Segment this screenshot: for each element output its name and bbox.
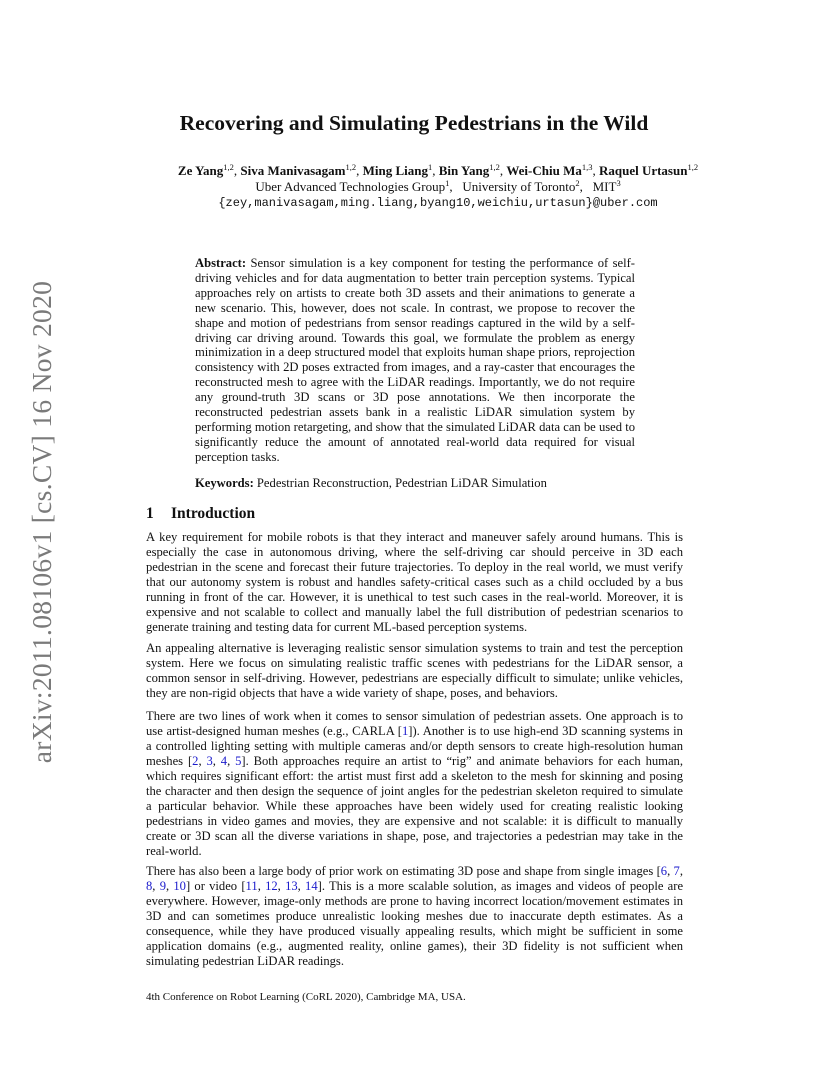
affiliation: Uber Advanced Technologies Group: [255, 179, 446, 194]
author-emails: {zey,manivasagam,ming.liang,byang10,weichiu,urtasun}@uber.com: [218, 196, 658, 210]
body-paragraph: [146, 864, 683, 969]
author-name: Ming Liang: [362, 163, 429, 178]
author-affiliation-mark: 1,2: [345, 162, 357, 172]
paragraph-text: ]. This is a more scalable solution, as images and videos of people are everywhere. However, image-only methods are prone to having incorrect location/movement estimates in 3D and can sometimes produce unrealistic looking meshes due to inaccurate depth estimates. As a consequence, while they have produced visually appealing results, which might be sufficient in some application domains (e.g., augmented reality, online games), their 3D fidelity is not sufficient when simulating pedestrian LiDAR readings.: [146, 878, 684, 968]
abstract-label: Abstract:: [195, 256, 247, 270]
paragraph-text: ,: [198, 753, 207, 768]
citation-link[interactable]: 9: [159, 878, 166, 893]
citation-link[interactable]: 1: [401, 723, 409, 738]
paragraph-text: ,: [152, 878, 160, 893]
paragraph-text: An appealing alternative is leveraging realistic sensor simulation systems to train and test the perception system. Here we focus on simulating realistic traffic scenes with pedestrians for the LiDAR sensor, a common sensor in self-driving. However, pedestrians are especially difficult to simulate; unlike vehicles, they are non-rigid objects that have a wide variety of shape, poses, and behaviors.: [146, 641, 683, 700]
affiliation-mark: 1: [445, 178, 450, 188]
author-name: Wei-Chiu Ma: [506, 163, 582, 178]
citation-link[interactable]: 4: [220, 753, 228, 768]
affiliation: University of Toronto: [462, 179, 576, 194]
section-heading: [146, 505, 255, 523]
body-paragraph: [146, 709, 683, 859]
paragraph-text: ,: [212, 753, 221, 768]
affiliation: MIT: [592, 179, 617, 194]
author-list: Ze Yang$^{1,2}$, Siva Manivasagam$^{1,2}$, Ming Liang$^1$, Bin Yang$^{1,2}$, Wei-Chiu Ma$^{1,3}$, Raquel Urtasun$^{1,2}$: [177, 162, 699, 178]
keywords-label: Keywords:: [195, 476, 254, 490]
author-name: Raquel Urtasun: [598, 163, 688, 178]
body-paragraph: [146, 641, 683, 701]
affiliation-mark: 3: [616, 178, 621, 188]
author-name: Ze Yang: [177, 163, 224, 178]
body-paragraph: [146, 530, 683, 635]
keywords: [195, 476, 635, 491]
affiliation-mark: 2: [575, 178, 580, 188]
paragraph-text: ,: [667, 864, 674, 878]
paragraph-text: There are two lines of work when it comes to sensor simulation of pedestrian assets. One approach is to use artist-designed human meshes (e.g., CARLA [: [146, 709, 683, 738]
keywords-text: Pedestrian Reconstruction, Pedestrian LiDAR Simulation: [256, 476, 547, 490]
author-affiliation-mark: 1,3: [581, 162, 593, 172]
paragraph-text: ,: [277, 878, 286, 893]
author-affiliation-mark: 1,2: [223, 162, 234, 172]
citation-link[interactable]: 8: [146, 878, 153, 893]
paragraph-text: ]. Both approaches require an artist to “rig” and animate behaviors for each human, which requires significant effort: the artist must first add a skeleton to the mesh for skinning and posing the character and then design the sequence of joint angles for the pedestrian skeleton required to simulate a particular behavior. While these approaches have been widely used for creating realistic looking pedestrians in video games and movies, they are expensive and not scalable: it is difficult to manually create or 3D scan all the diverse variations in shape, pose, and trajectories a pedestrian may take in the real-world.: [146, 753, 683, 858]
citation-link[interactable]: 10: [173, 878, 186, 893]
citation-link[interactable]: 7: [673, 864, 680, 878]
paragraph-text: ,: [227, 753, 236, 768]
author-affiliation-mark: 1,2: [687, 162, 699, 172]
paragraph-text: ,: [257, 878, 266, 893]
section-number: 1: [146, 505, 154, 522]
affiliation-list: Uber Advanced Technologies Group$^1$, University of Toronto$^2$, MIT$^3$: [255, 178, 621, 194]
citation-link[interactable]: 14: [305, 878, 318, 893]
conference-footnote: 4th Conference on Robot Learning (CoRL 2020), Cambridge MA, USA.: [146, 991, 466, 1003]
citation-link[interactable]: 5: [235, 753, 242, 768]
paragraph-text: There has also been a large body of prior work on estimating 3D pose and shape from single images [: [146, 864, 661, 878]
paragraph-text: ,: [679, 864, 683, 878]
abstract-text: Sensor simulation is a key component for testing the performance of self-driving vehicles and for data augmentation to better train perception systems. Typical approaches rely on artists to create both 3D assets and their animations to generate a new scenario. This, however, does not scale. In contrast, we propose to recover the shape and motion of pedestrians from sensor readings captured in the wild by a self-driving car driving around. Towards this goal, we formulate the problem as energy minimization in a deep structured model that exploits human shape priors, reprojection consistency with 2D poses extracted from images, and a ray-caster that encourages the reconstructed mesh to agree with the LiDAR readings. Importantly, we do not require any ground-truth 3D scans or 3D pose annotations. We then incorporate the reconstructed pedestrian assets bank in a realistic LiDAR simulation system by performing motion retargeting, and show that the simulated LiDAR data can be used to significantly reduce the amount of annotated real-world data required for visual perception tasks.: [195, 256, 635, 464]
section-title: Introduction: [171, 505, 256, 522]
paper-title: Recovering and Simulating Pedestrians in the Wild: [179, 111, 649, 135]
citation-link[interactable]: 3: [206, 753, 213, 768]
author-affiliation-mark: 1: [428, 162, 433, 172]
paragraph-text: A key requirement for mobile robots is that they interact and maneuver safely around humans. This is especially the case in autonomous driving, where the self-driving car should perceive in 3D each pedestrian in the scene and forecast their future trajectories. To deploy in the real world, we must verify that our autonomy system is robust and handles safety-critical cases such as a child occluded by a bus running in front of the car. However, it is unethical to test such cases in the real-world. Moreover, it is expensive and not scalable to collect and manually label the full distribution of pedestrian scenarios to generate training and testing data for current ML-based perception systems.: [146, 530, 683, 634]
arxiv-identifier: arXiv:2011.08106v1 [cs.CV] 16 Nov 2020: [26, 280, 58, 764]
citation-link[interactable]: 11: [245, 878, 258, 893]
paragraph-text: ] or video [: [185, 878, 246, 893]
author-name: Siva Manivasagam: [240, 163, 346, 178]
author-affiliation-mark: 1,2: [489, 162, 500, 172]
citation-link[interactable]: 2: [192, 753, 199, 768]
abstract: [195, 256, 635, 465]
arxiv-margin-stamp: [22, 282, 62, 762]
citation-link[interactable]: 13: [285, 878, 298, 893]
author-name: Bin Yang: [438, 163, 490, 178]
citation-link[interactable]: 12: [265, 878, 278, 893]
paragraph-text: ]). Another is to use high-end 3D scanning systems in a controlled lighting setting with multiple cameras and/or depth sensors to create high-resolution human meshes [: [146, 723, 683, 768]
paragraph-text: ,: [165, 878, 174, 893]
paragraph-text: ,: [297, 878, 306, 893]
citation-link[interactable]: 6: [660, 864, 668, 878]
